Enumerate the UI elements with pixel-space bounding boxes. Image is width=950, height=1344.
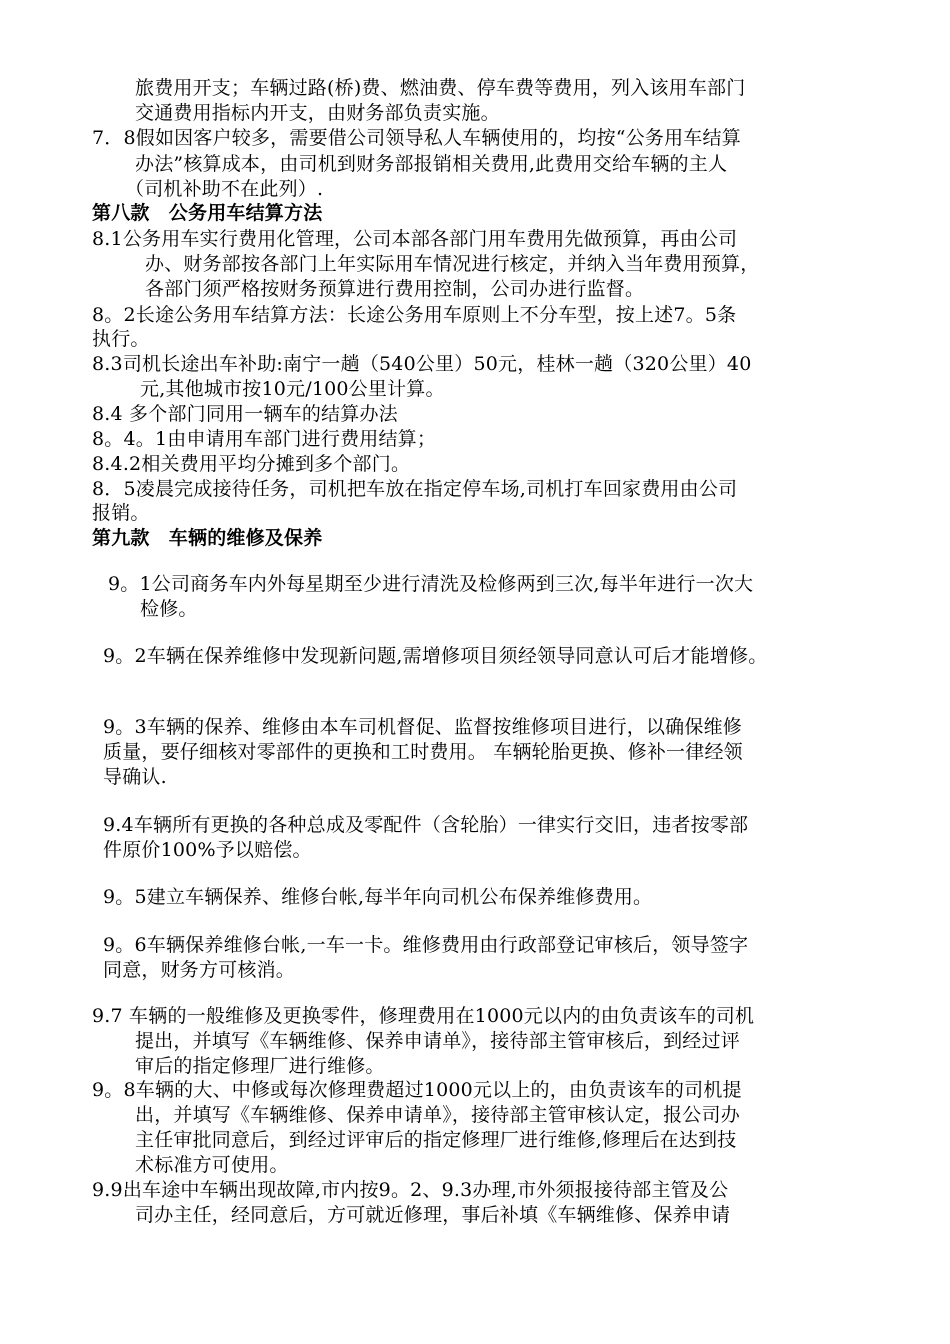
- text-line: 导确认.: [103, 766, 167, 788]
- text-line: 检修。: [140, 598, 198, 620]
- text-line: 9.4车辆所有更换的各种总成及零配件（含轮胎）一律实行交旧，违者按零部: [103, 814, 749, 836]
- text-line: 元,其他城市按10元/100公里计算。: [140, 378, 445, 400]
- text-line: 8．5凌晨完成接待任务，司机把车放在指定停车场,司机打车回家费用由公司: [92, 478, 738, 500]
- text-line: 报销。: [92, 502, 150, 524]
- text-line: 执行。: [92, 328, 150, 350]
- text-line: 8.3司机长途出车补助:南宁一趟（540公里）50元，桂林一趟（320公里）40: [92, 353, 752, 375]
- text-line: 质量，要仔细核对零部件的更换和工时费用。 车辆轮胎更换、修补一律经领: [103, 741, 743, 763]
- section-heading-9: 第九款 车辆的维修及保养: [92, 527, 323, 549]
- text-line: 8。4。1由申请用车部门进行费用结算；: [92, 428, 437, 450]
- text-line: 8.4.2相关费用平均分摊到多个部门。: [92, 453, 411, 475]
- text-line: 9。1公司商务车内外每星期至少进行清洗及检修两到三次,每半年进行一次大: [108, 573, 754, 595]
- text-line: 交通费用指标内开支，由财务部负责实施。: [135, 102, 500, 124]
- text-line: 9.9出车途中车辆出现故障,市内按9。2、9.3办理,市外须报接待部主管及公: [92, 1179, 729, 1201]
- text-line: 办、财务部按各部门上年实际用车情况进行核定，并纳入当年费用预算，: [145, 253, 760, 275]
- text-line: 9。5建立车辆保养、维修台帐,每半年向司机公布保养维修费用。: [103, 886, 653, 908]
- text-line: 8.4 多个部门同用一辆车的结算办法: [92, 403, 398, 425]
- text-line: 旅费用开支；车辆过路(桥)费、燃油费、停车费等费用，列入该用车部门: [135, 77, 746, 99]
- section-heading-8: 第八款 公务用车结算方法: [92, 202, 323, 224]
- text-line: 司办主任，经同意后，方可就近修理，事后补填《车辆维修、保养申请: [135, 1204, 731, 1226]
- text-line: 件原价100%予以赔偿。: [103, 839, 312, 861]
- text-line: 主任审批同意后，到经过评审后的指定修理厂进行维修,修理后在达到技: [135, 1129, 737, 1151]
- text-line: 出，并填写《车辆维修、保养申请单》，接待部主管审核认定，报公司办: [135, 1104, 740, 1126]
- text-line: 各部门须严格按财务预算进行费用控制，公司办进行监督。: [145, 278, 645, 300]
- text-line: 9。6车辆保养维修台帐,一车一卡。维修费用由行政部登记审核后，领导签字: [103, 934, 749, 956]
- text-line: 同意，财务方可核消。: [103, 959, 296, 981]
- text-line: （司机补助不在此列）.: [125, 178, 324, 200]
- text-line: 提出，并填写《车辆维修、保养申请单》，接待部主管审核后，到经过评: [135, 1030, 740, 1052]
- text-line: 术标准方可使用。: [135, 1154, 289, 1176]
- text-line: 9。2车辆在保养维修中发现新问题,需增修项目须经领导同意认可后才能增修。: [103, 645, 768, 667]
- text-line: 7．8假如因客户较多，需要借公司领导私人车辆使用的，均按“公务用车结算: [92, 127, 741, 149]
- text-line: 9.7 车辆的一般维修及更换零件，修理费用在1000元以内的由负责该车的司机: [92, 1005, 755, 1027]
- text-line: 办法”核算成本，由司机到财务部报销相关费用,此费用交给车辆的主人: [135, 153, 728, 175]
- text-line: 9。8车辆的大、中修或每次修理费超过1000元以上的，由负责该车的司机提: [92, 1079, 742, 1101]
- text-line: 审后的指定修理厂进行维修。: [135, 1055, 385, 1077]
- text-line: 8。2长途公务用车结算方法：长途公务用车原则上不分车型，按上述7。5条: [92, 304, 737, 326]
- text-line: 8.1公务用车实行费用化管理，公司本部各部门用车费用先做预算，再由公司: [92, 228, 738, 250]
- text-line: 9。3车辆的保养、维修由本车司机督促、监督按维修项目进行，以确保维修: [103, 716, 742, 738]
